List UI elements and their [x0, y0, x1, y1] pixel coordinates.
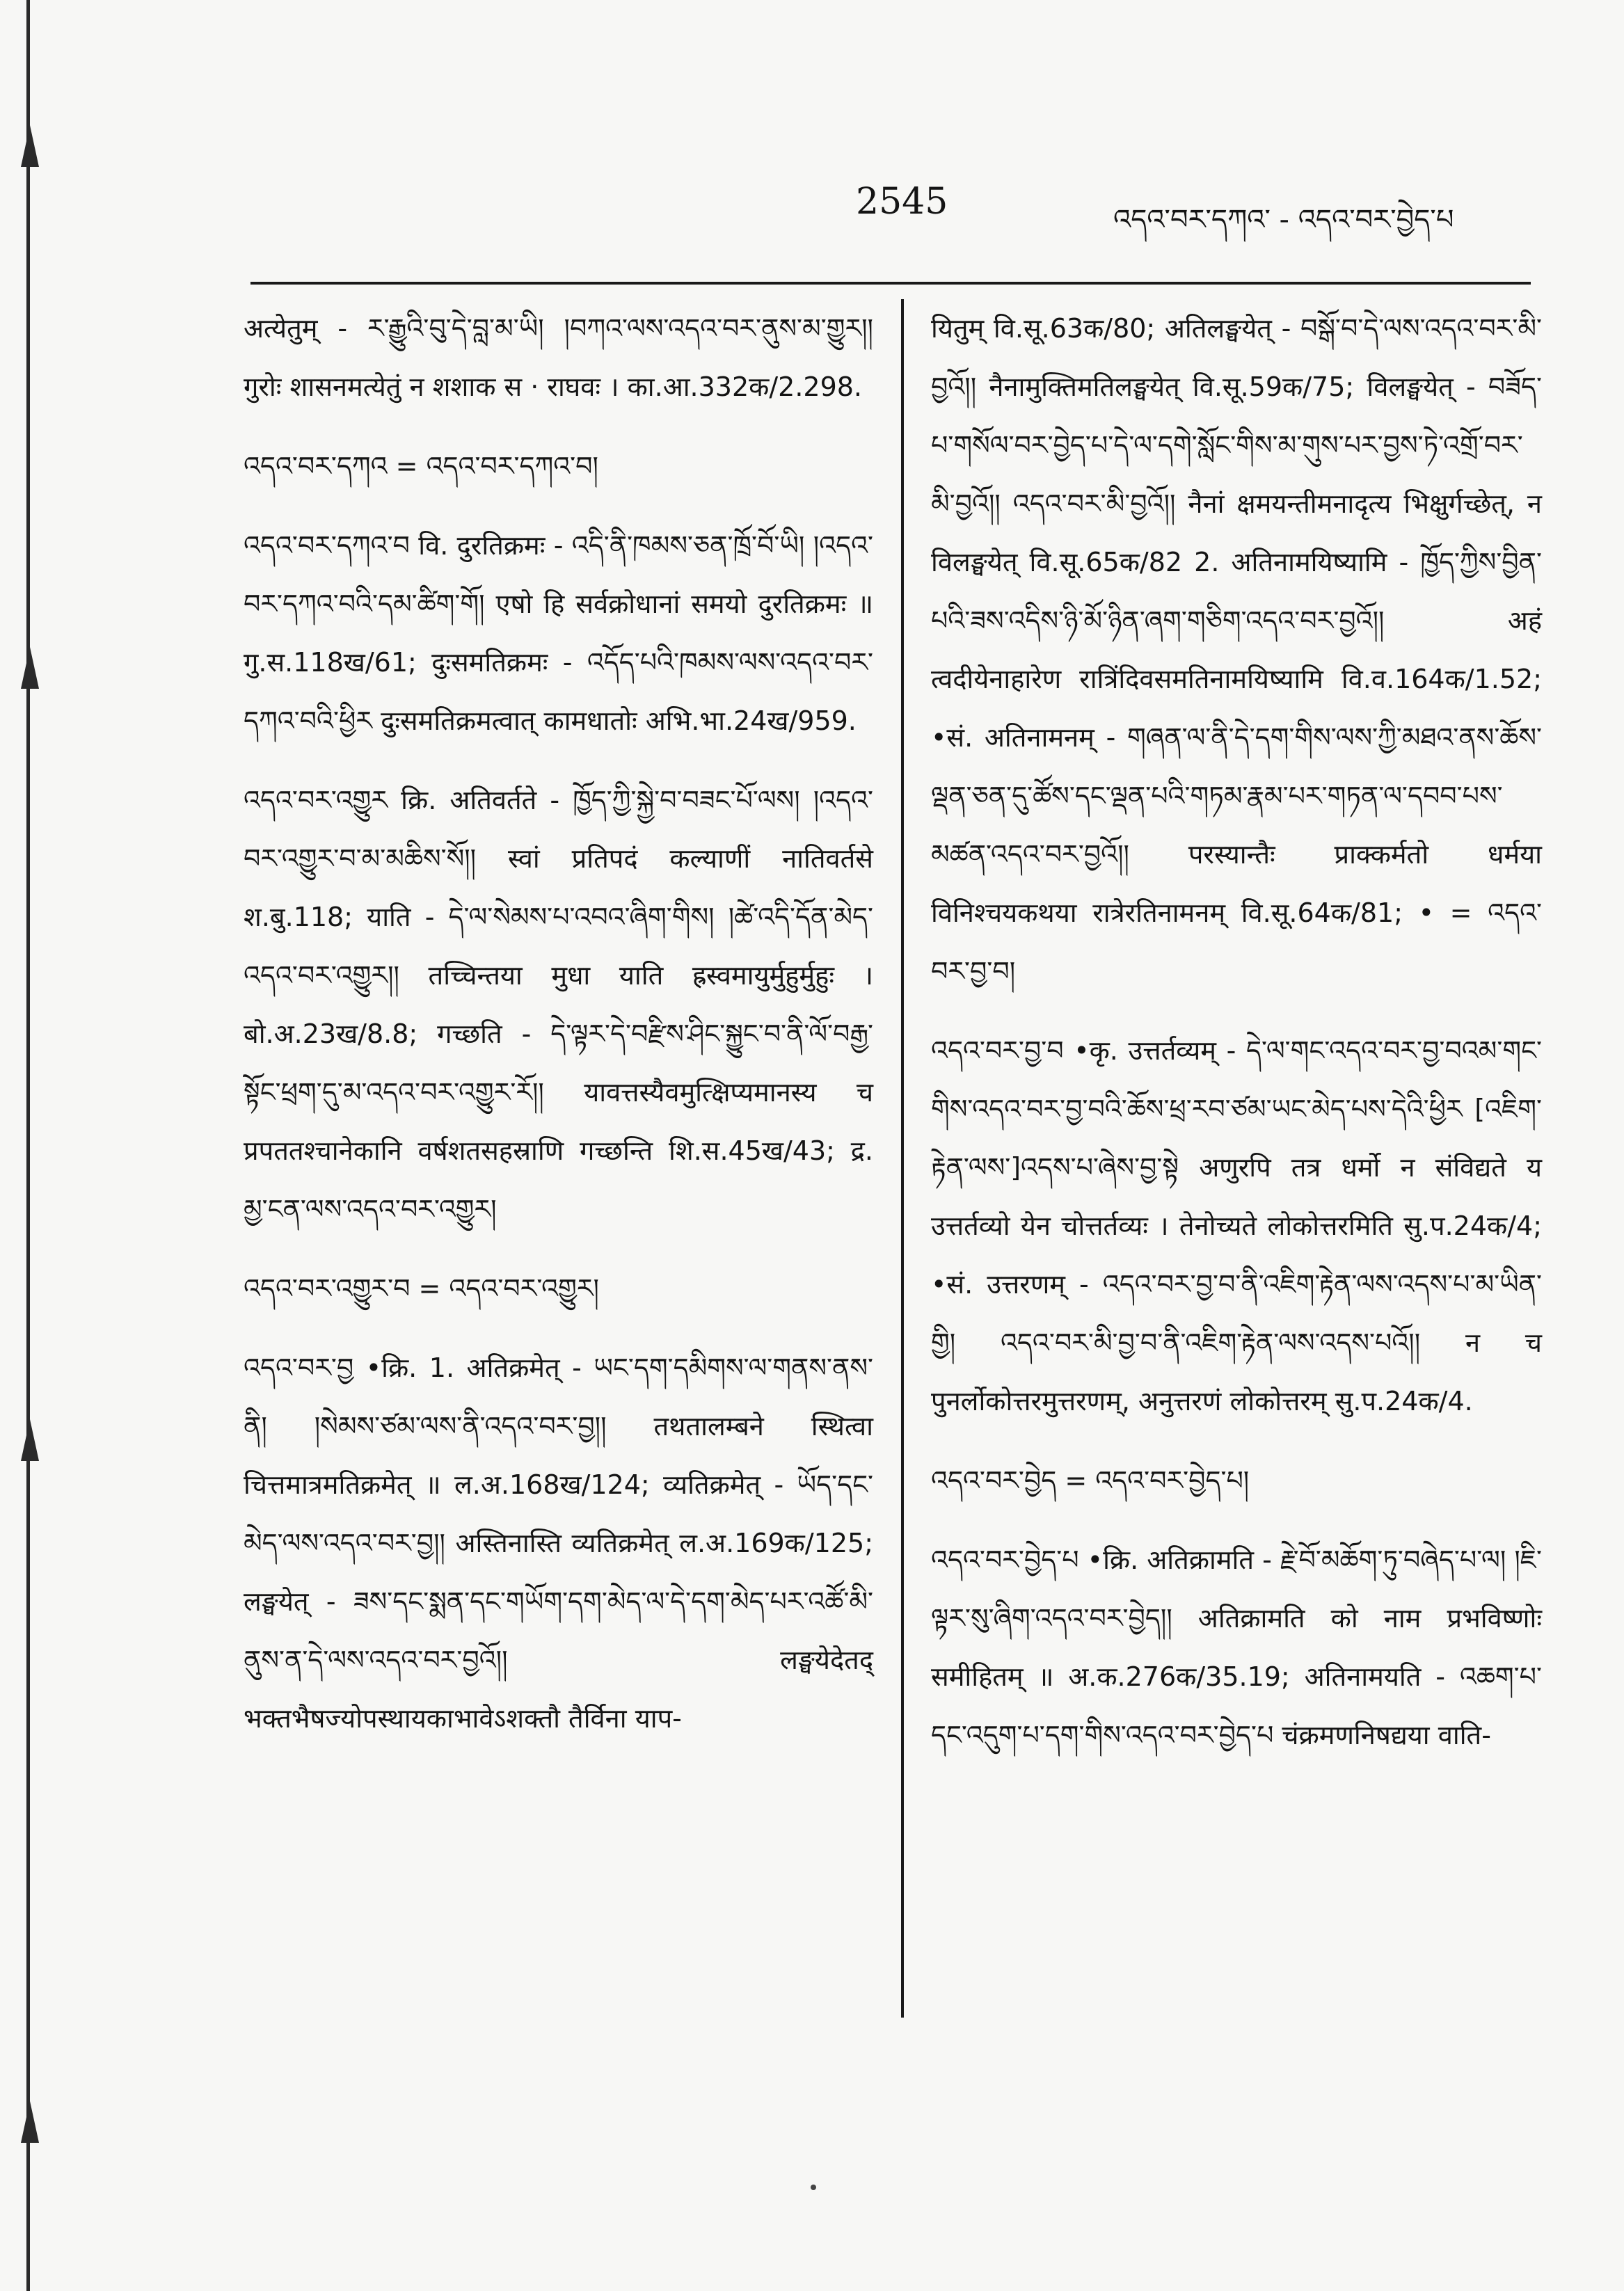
dictionary-entry: འདའ་བར་བྱེད་པ •क्रि. अतिक्रामति - རྗེ་བོ་མཆོག་ཏུ་བཞེད་པ་ལ། །ཇི་ལྟར་སུ་ཞིག་འདའ་བར་བྱེད།། अतिक्रामति को नाम प्रभविष्णोः समीहितम् ॥ अ.क.276क/35.19; अतिनामयति - འཆག་པ་དང་འདུག་པ་དག་གིས་འདའ་བར་བྱེད་པ चंक्रमणनिषद्यया वाति-	[931, 1544, 1542, 1750]
column-divider	[901, 299, 904, 2018]
cross-reference-entry: འདའ་བར་བྱེད = འདའ་བར་བྱེད་པ།	[931, 1465, 1250, 1496]
print-speck	[811, 2185, 816, 2190]
binding-mark	[21, 647, 39, 689]
binding-edge	[26, 0, 30, 2291]
binding-mark	[21, 2101, 39, 2143]
cross-reference-entry: འདའ་བར་འགྱུར་བ = འདའ་བར་འགྱུར།	[244, 1273, 599, 1304]
cross-reference-entry: འདའ་བར་དཀའ = འདའ་བར་དཀའ་བ།	[244, 451, 598, 481]
dictionary-entry: འདའ་བར་བྱ •क्रि. 1. अतिक्रमेत् - ཡང་དག་དམིགས་ལ་གནས་ནས་ནི། །སེམས་ཙམ་ལས་ནི་འདའ་བར་བྱ།། तथतालम्बने स्थित्वा चित्तमात्रमतिक्रमेत् ॥ ल.अ.168ख/124; व्यतिक्रमेत् - ཡོད་དང་མེད་ལས་འདའ་བར་བྱ།། अस्तिनास्ति व्यतिक्रमेत् ल.अ.169क/125; लङ्घयेत् - ཟས་དང་སྨན་དང་གཡོག་དག་མེད་ལ་དེ་དག་མེད་པར་འཚོ་མི་ནུས་ན་དེ་ལས་འདའ་བར་བྱའོ།། लङ्घयेदेतद् भक्तभैषज्योपस्थायकाभावेऽशक्तौ तैर्विना याप-	[244, 1352, 873, 1734]
header-rule	[250, 282, 1531, 285]
running-head: འདའ་བར་དཀའ་ - འདའ་བར་བྱེད་པ	[1113, 204, 1454, 236]
page-header	[0, 181, 1624, 244]
dictionary-entry: འདའ་བར་བྱ་བ •कृ. उत्तर्तव्यम् - དེ་ལ་གང་འདའ་བར་བྱ་བའམ་གང་གིས་འདའ་བར་བྱ་བའི་ཆོས་ཕྲ་རབ་ཙམ་ཡང་མེད་པས་དེའི་ཕྱིར [འཇིག་རྟེན་ལས་]འདས་པ་ཞེས་བྱ་སྟེ अणुरपि तत्र धर्मो न संविद्यते य उत्तर्तव्यो येन चोत्तर्तव्यः । तेनोच्यते लोकोत्तरमिति सु.प.24क/4; •सं. उत्तरणम् - འདའ་བར་བྱ་བ་ནི་འཇིག་རྟེན་ལས་འདས་པ་མ་ཡིན་གྱི། འདའ་བར་མི་བྱ་བ་ནི་འཇིག་རྟེན་ལས་འདས་པའོ།། न च पुनर्लोकोत्तरमुत्तरणम्, अनुत्तरणं लोकोत्तरम् सु.प.24क/4.	[931, 1035, 1542, 1416]
page-number: 2545	[856, 181, 948, 223]
dictionary-entry: अत्येतुम् - ར་རྒྱུའི་བུ་དེ་བླ་མ་ཡི། །བཀའ་ལས་འདའ་བར་ནུས་མ་གྱུར།། गुरोः शासनमत्येतुं न शशाक स · राघवः । का.आ.332क/2.298.	[244, 313, 873, 402]
dictionary-entry: यितुम् वि.सू.63क/80; अतिलङ्घयेत् - བསྒོ་བ་དེ་ལས་འདའ་བར་མི་བྱའོ།། नैनामुक्तिमतिलङ्घयेत् वि.सू.59क/75; विलङ्घयेत् - བཟོད་པ་གསོལ་བར་བྱེད་པ་དེ་ལ་དགེ་སློང་གིས་མ་གུས་པར་བྱས་ཏེ་འགྲོ་བར་མི་བྱའོ།། འདའ་བར་མི་བྱའོ།། नैनां क्षमयन्तीमनादृत्य भिक्षुर्गच्छेत्, न विलङ्घयेत् वि.सू.65क/82 2. अतिनामयिष्यामि - ཁྱོད་ཀྱིས་བྱིན་པའི་ཟས་འདིས་ཉི་མོ་ཉིན་ཞག་གཅིག་འདའ་བར་བྱའོ།། अहं त्वदीयेनाहारेण रात्रिंदिवसमतिनामयिष्यामि वि.व.164क/1.52; •सं. अतिनामनम् - གཞན་ལ་ནི་དེ་དག་གིས་ལས་ཀྱི་མཐའ་ནས་ཆོས་ལྡན་ཅན་དུ་ཚོས་དང་ལྡན་པའི་གཏམ་རྣམ་པར་གཏན་ལ་དབབ་པས་མཚན་འདའ་བར་བྱའོ།། परस्यान्तैः प्राक्कर्मतो धर्मया विनिश्चयकथया रात्रेरतिनामनम् वि.सू.64क/81; • = འདའ་བར་བྱ་བ།	[931, 313, 1542, 987]
binding-mark	[21, 125, 39, 167]
dictionary-entry: འདའ་བར་དཀའ་བ वि. दुरतिक्रमः - འདི་ནི་ཁམས་ཅན་ཁྲོ་བོ་ཡི། །འདའ་བར་དཀའ་བའི་དམ་ཚིག་གོ། एषो हि सर्वक्रोधानां समयो दुरतिक्रमः ॥ गु.स.118ख/61; दुःसमतिक्रमः - འདོད་པའི་ཁམས་ལས་འདའ་བར་དཀའ་བའི་ཕྱིར दुःसमतिक्रमत्वात् कामधातोः अभि.भा.24ख/959.	[244, 530, 873, 736]
binding-mark	[21, 1419, 39, 1461]
left-column	[244, 299, 873, 1769]
dictionary-entry: འདའ་བར་འགྱུར क्रि. अतिवर्तते - ཁྱོད་ཀྱི་སྐྱེ་བ་བཟང་པོ་ལས། །འདའ་བར་འགྱུར་བ་མ་མཆིས་སོ།། स्वां प्रतिपदं कल्याणीं नातिवर्तसे श.बु.118; याति - དེ་ལ་སེམས་པ་འབའ་ཞིག་གིས། །ཚེ་འདི་དོན་མེད་འདའ་བར་འགྱུར།། तच्चिन्तया मुधा याति ह्रस्वमायुर्मुहुर्मुहुः । बो.अ.23ख/8.8; गच्छति - དེ་ལྟར་དེ་བརྫིས་ཤིང་སྐྱུང་བ་ནི་ལོ་བརྒྱ་སྟོང་ཕྲག་དུ་མ་འདའ་བར་འགྱུར་རོ།། यावत्तस्यैवमुत्क्षिप्यमानस्य च प्रपततश्चानेकानि वर्षशतसहस्राणि गच्छन्ति शि.स.45ख/43; द्र. མྱ་ངན་ལས་འདའ་བར་འགྱུར།	[244, 785, 873, 1224]
right-column	[931, 299, 1542, 1785]
